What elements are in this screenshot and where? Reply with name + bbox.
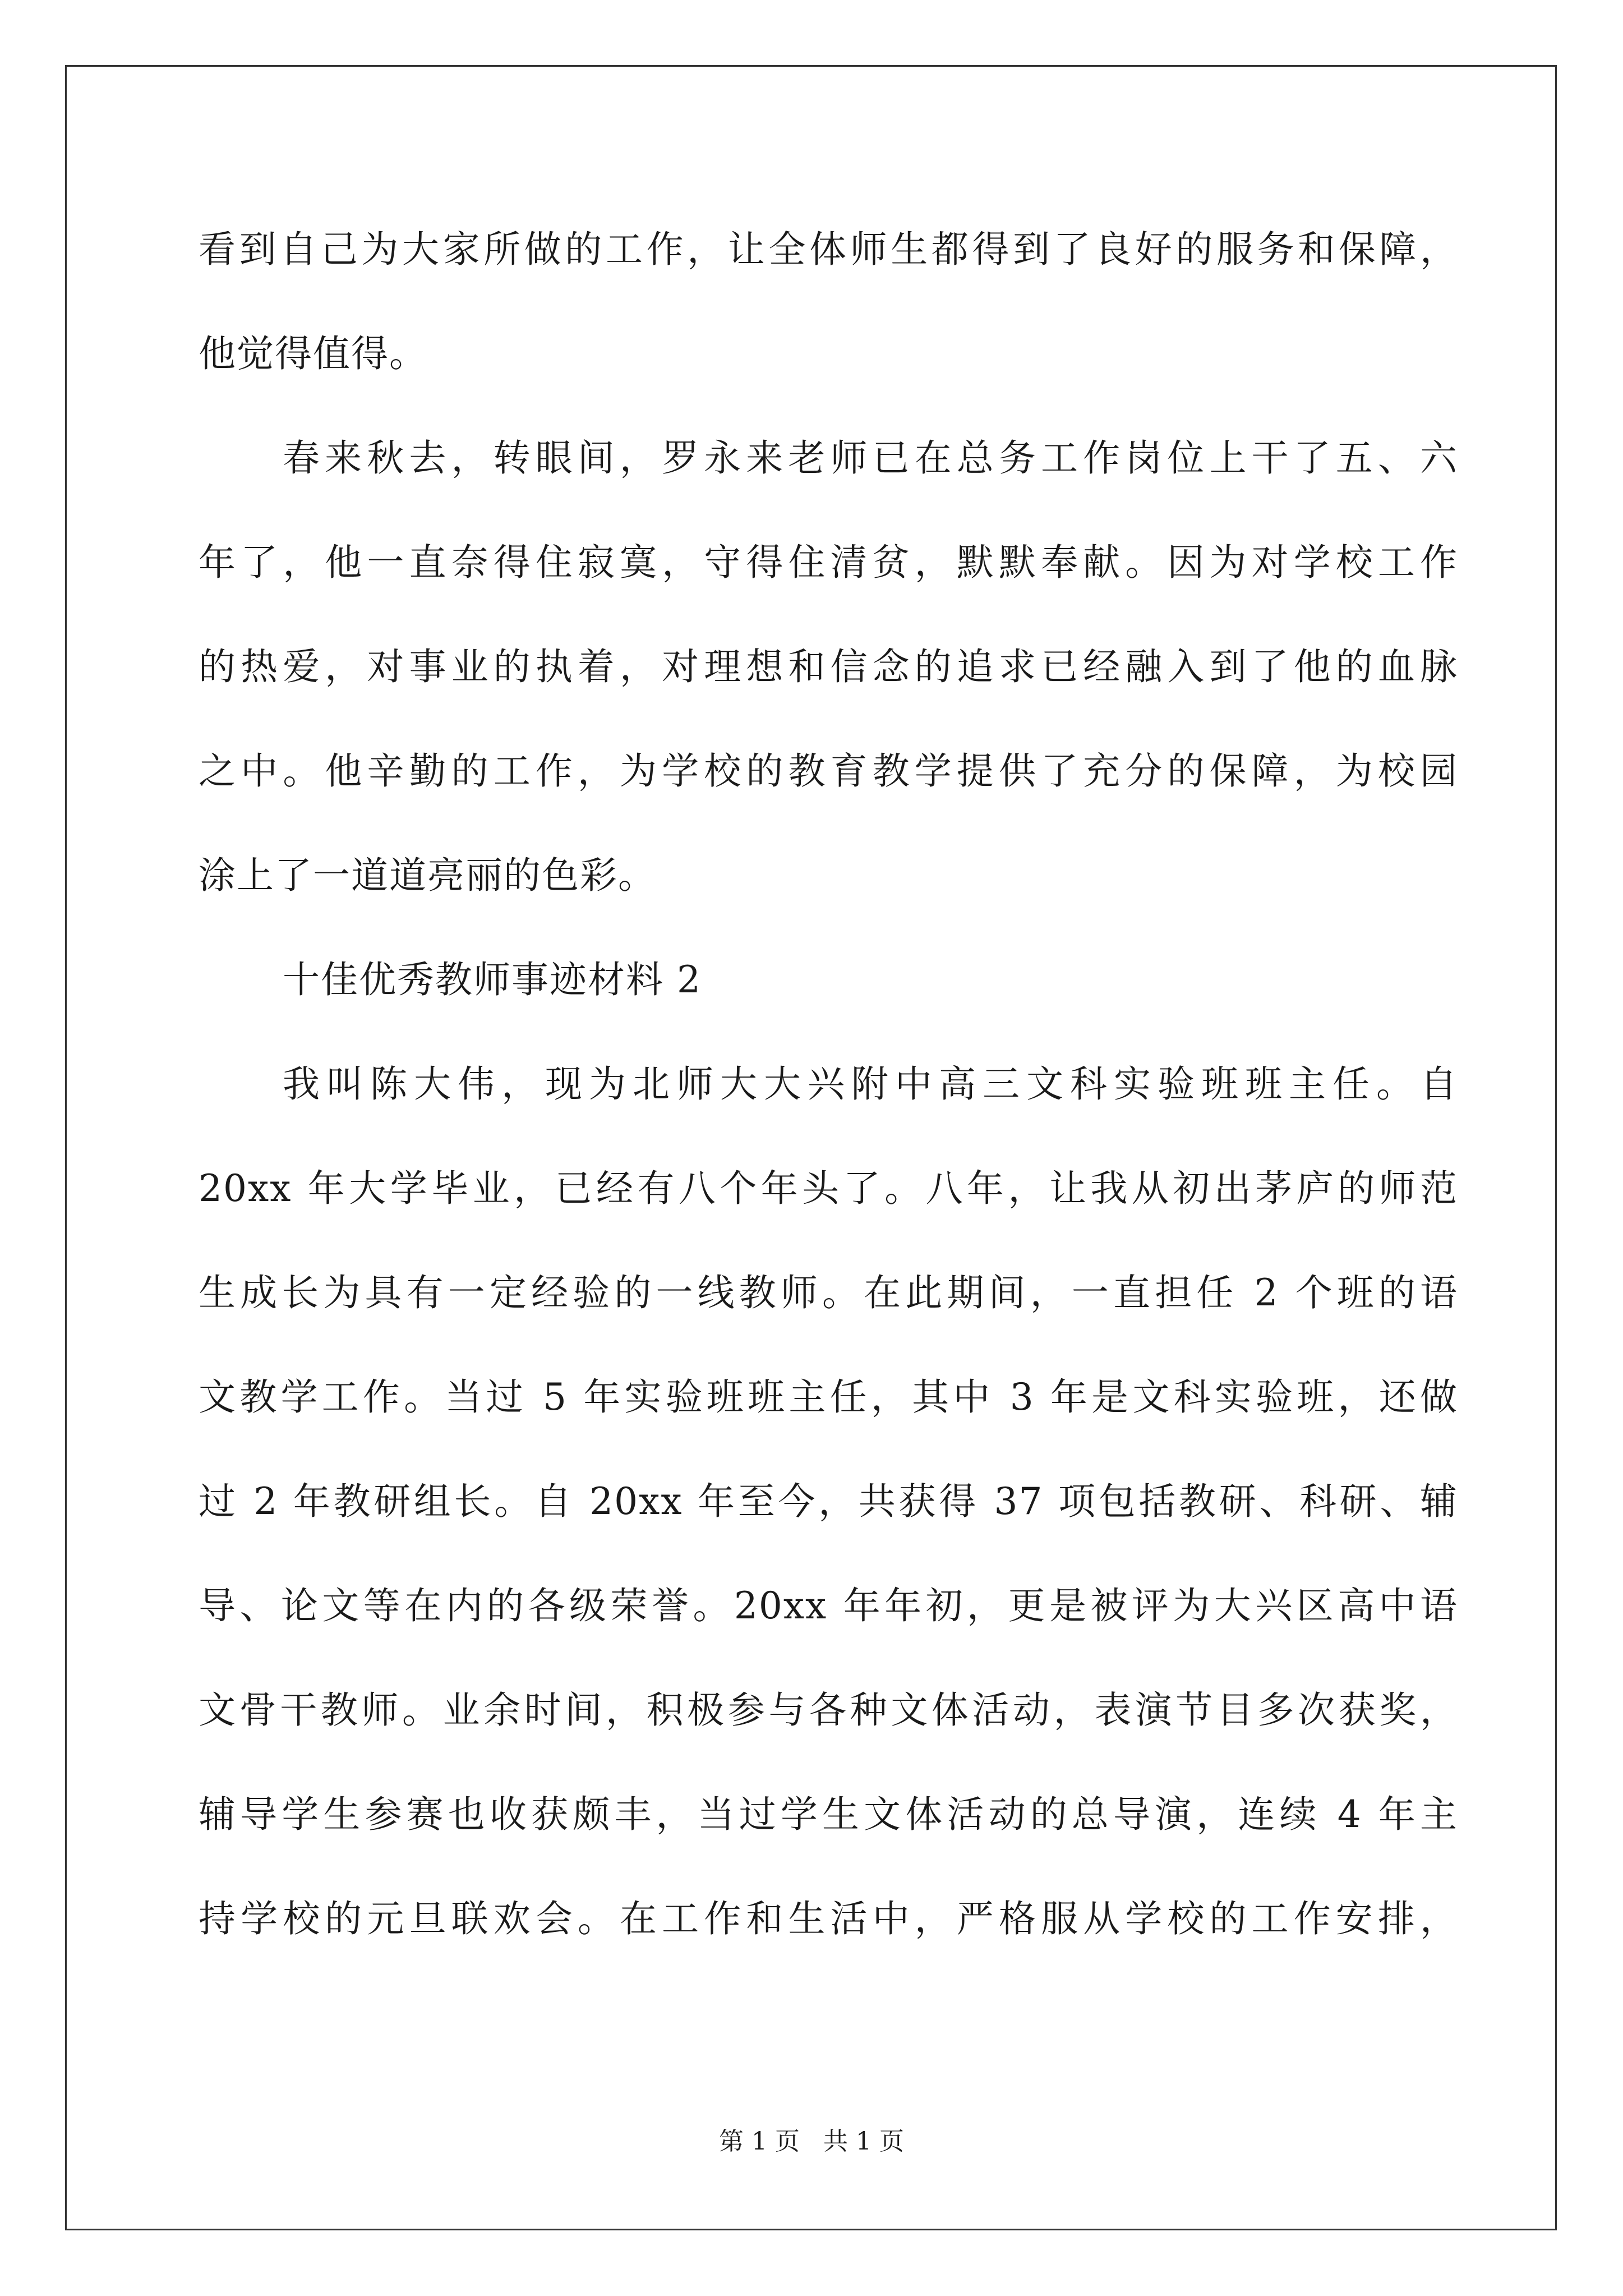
- text-line: 涂上了一道道亮丽的色彩。: [199, 854, 656, 897]
- text-line: 他觉得值得。: [199, 332, 427, 375]
- text-line: 看到自己为大家所做的工作，让全体师生都得到了良好的服务和保障，: [199, 228, 1458, 271]
- text-line: 十佳优秀教师事迹材料 2: [283, 958, 702, 1001]
- text-line: 我叫陈大伟，现为北师大大兴附中高三文科实验班班主任。自: [283, 1062, 1458, 1106]
- page-footer: [0, 2125, 1623, 2159]
- text-line: 春来秋去，转眼间，罗永来老师已在总务工作岗位上干了五、六: [283, 436, 1458, 480]
- text-line: 之中。他辛勤的工作，为学校的教育教学提供了充分的保障，为校园: [199, 749, 1458, 793]
- text-line: 辅导学生参赛也收获颇丰，当过学生文体活动的总导演，连续 4 年主: [199, 1793, 1458, 1836]
- text-line: 年了，他一直奈得住寂寞，守得住清贫，默默奉献。因为对学校工作: [199, 541, 1458, 584]
- text-line: 文骨干教师。业余时间，积极参与各种文体活动，表演节目多次获奖，: [199, 1688, 1458, 1732]
- page-number: 第 1 页: [719, 2127, 800, 2156]
- text-line: 文教学工作。当过 5 年实验班班主任，其中 3 年是文科实验班，还做: [199, 1375, 1458, 1419]
- text-line: 生成长为具有一定经验的一线教师。在此期间，一直担任 2 个班的语: [199, 1271, 1458, 1314]
- document-body: [199, 197, 1458, 1971]
- text-line: 的热爱，对事业的执着，对理想和信念的追求已经融入到了他的血脉: [199, 645, 1458, 688]
- text-line: 20xx 年大学毕业，已经有八个年头了。八年，让我从初出茅庐的师范: [199, 1167, 1458, 1210]
- page-total: 共 1 页: [823, 2127, 904, 2156]
- text-line: 导、论文等在内的各级荣誉。20xx 年年初，更是被评为大兴区高中语: [199, 1584, 1458, 1627]
- text-line: 过 2 年教研组长。自 20xx 年至今，共获得 37 项包括教研、科研、辅: [199, 1480, 1458, 1523]
- text-line: 持学校的元旦联欢会。在工作和生活中，严格服从学校的工作安排，: [199, 1897, 1458, 1940]
